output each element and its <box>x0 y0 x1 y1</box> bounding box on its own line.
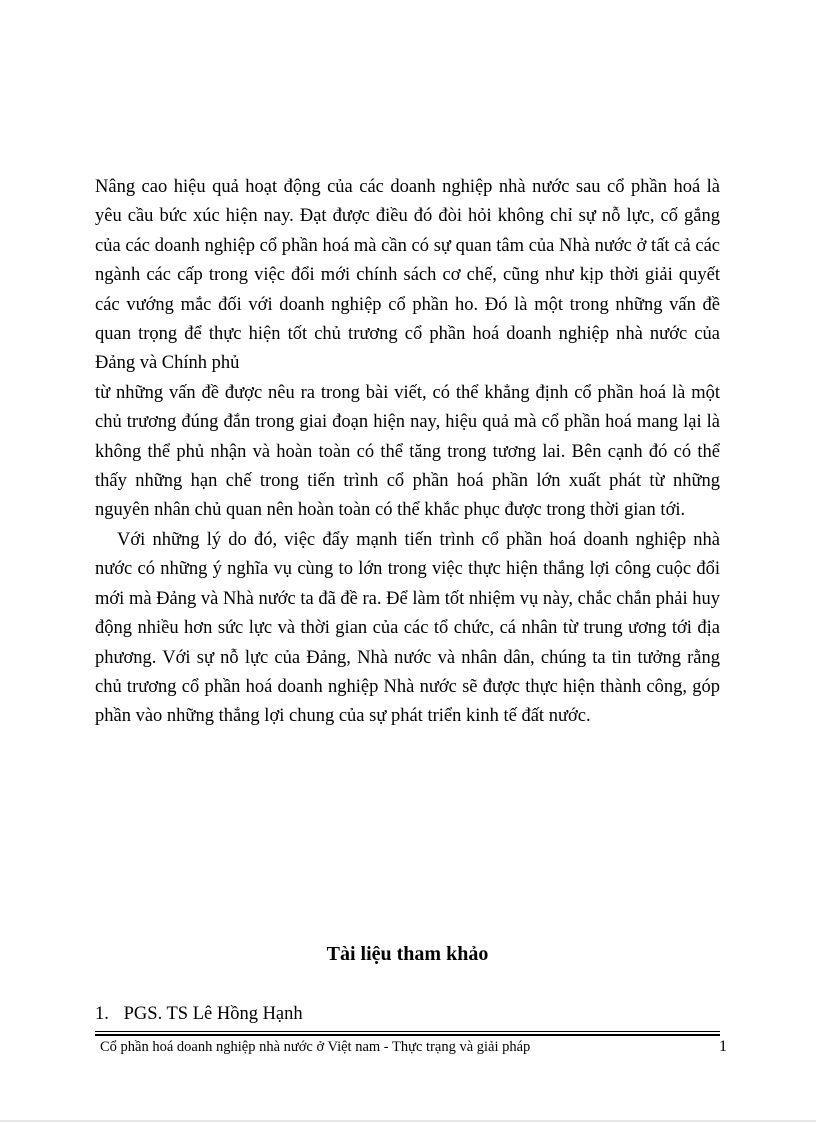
paragraph-1: Nâng cao hiệu quả hoạt động của các doanh nghiệp nhà nước sau cổ phần hoá là yêu cầu bức xúc hiện nay. Đạt được điều đó đòi hỏi không chỉ sự nỗ lực, cố gắng của các doanh nghiệp cổ phần hoá mà cần có sự quan tâm của Nhà nước ở tất cả các ngành các cấp trong việc đổi mới chính sách cơ chế, cũng như kịp thời giải quyết các vướng mắc đối với doanh nghiệp cổ phần ho. Đó là một trong những vấn đề quan trọng để thực hiện tốt chủ trương cổ phần hoá doanh nghiệp nhà nước của Đảng và Chính phủ <box>95 177 720 374</box>
page-number: 1 <box>719 1038 727 1055</box>
footer-divider-thin <box>95 1031 720 1032</box>
paragraph-2: từ những vấn đề được nêu ra trong bài viết, có thể khẳng định cổ phần hoá là một chủ trương đúng đắn trong giai đoạn hiện nay, hiệu quả mà cổ phần hoá mang lại là không thể phủ nhận và hoàn toàn có thể tăng trong tương lai. Bên cạnh đó có thể thấy những hạn chế trong tiến trình cổ phần hoá phần lớn xuất phát từ những nguyên nhân chủ quan nên hoàn toàn có thể khắc phục được trong thời gian tới. <box>95 382 720 521</box>
reference-number: 1. <box>95 1004 109 1024</box>
reference-text: PGS. TS Lê Hồng Hạnh <box>123 1004 303 1024</box>
page-bottom-edge <box>0 1120 816 1122</box>
references-heading: Tài liệu tham khảo <box>326 943 489 965</box>
footer-title: Cổ phần hoá doanh nghiệp nhà nước ở Việt nam - Thực trạng và giải pháp <box>100 1039 531 1055</box>
body-text <box>95 173 720 732</box>
reference-item <box>95 1000 303 1028</box>
paragraph-3: Với những lý do đó, việc đẩy mạnh tiến trình cổ phần hoá doanh nghiệp nhà nước có những ý nghĩa vụ cùng to lớn trong việc thực hiện thắng lợi công cuộc đổi mới mà Đảng và Nhà nước ta đã đề ra. Để làm tốt nhiệm vụ này, chắc chắn phải huy động nhiều hơn sức lực và thời gian của các tổ chức, cá nhân từ trung ương tới địa phương. Với sự nỗ lực của Đảng, Nhà nước và nhân dân, chúng ta tin tưởng rằng chủ trương cổ phần hoá doanh nghiệp Nhà nước sẽ được thực hiện thành công, góp phần vào những thắng lợi chung của sự phát triển kinh tế đất nước. <box>95 529 720 727</box>
